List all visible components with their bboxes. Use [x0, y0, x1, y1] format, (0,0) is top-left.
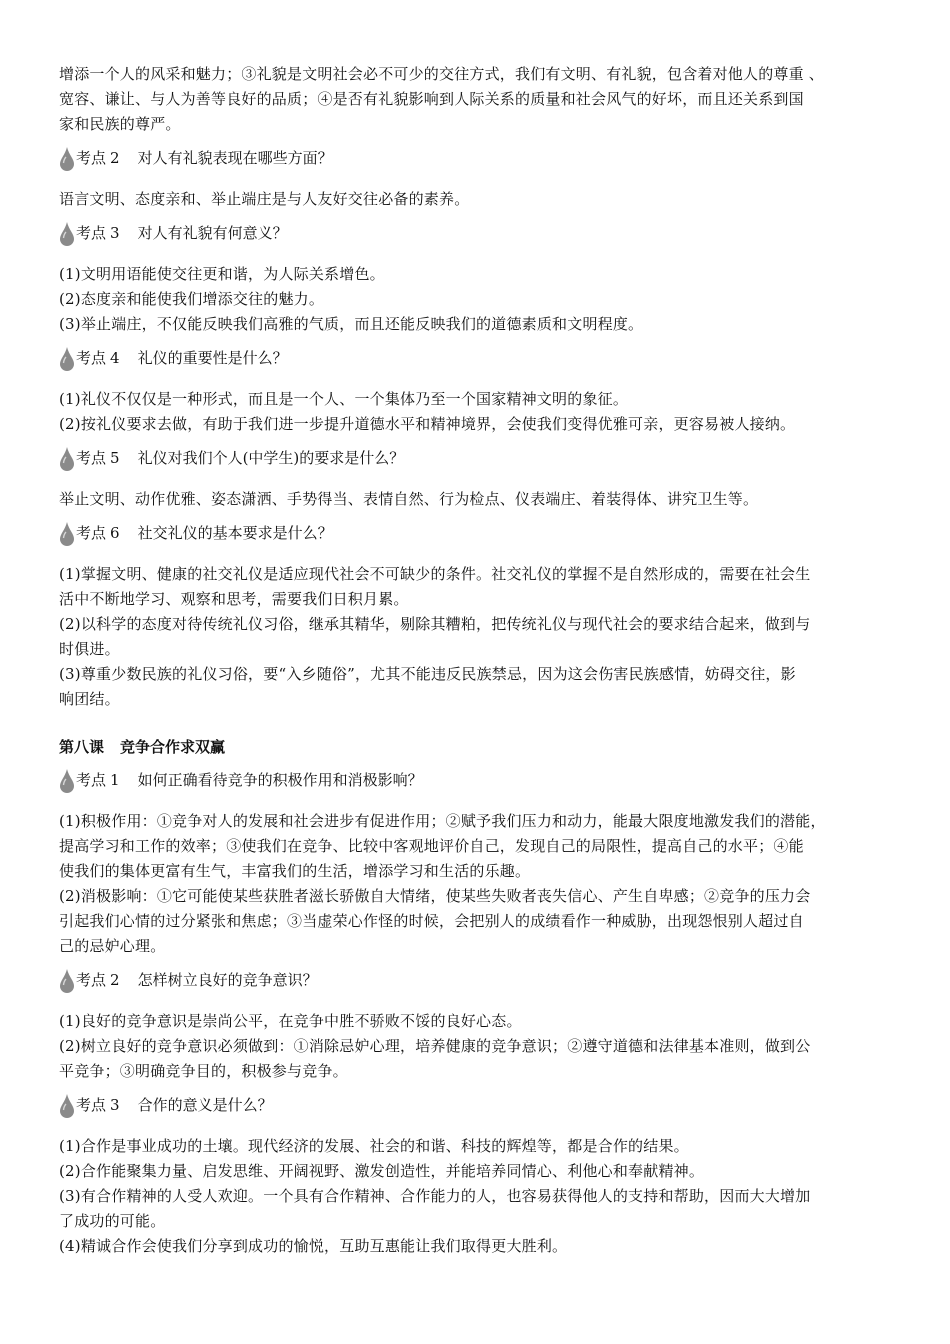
answer-line: (1)文明用语能使交往更和谐，为人际关系增色。 [59, 265, 385, 283]
exam-point-number: 2 [110, 971, 120, 989]
answer-line: 时俱进。 [59, 640, 120, 658]
exam-point-number: 2 [110, 149, 120, 167]
answer-list [59, 809, 909, 959]
exam-point-question: 礼仪对我们个人(中学生)的要求是什么？ [137, 449, 405, 467]
text-line: 宽容、谦让、与人为善等良好的品质；④是否有礼貌影响到人际关系的质量和社会风气的好坏，而且还关系到国 [59, 90, 804, 108]
answer-line: 使我们的集体更富有生气，丰富我们的生活，增添学习和生活的乐趣。 [59, 862, 531, 880]
answer-list [59, 1009, 909, 1084]
answer-line: (1)良好的竞争意识是崇尚公平，在竞争中胜不骄败不馁的良好心态。 [59, 1012, 522, 1030]
intro-paragraph [59, 62, 909, 137]
water-drop-icon [59, 346, 75, 372]
exam-point-number: 6 [110, 524, 120, 542]
answer-line: (2)消极影响：①它可能使某些获胜者滋长骄傲自大情绪，使某些失败者丧失信心、产生自卑感；②竞争的压力会 [59, 887, 811, 905]
exam-point-label: 考点 [76, 149, 107, 167]
exam-point-question: 如何正确看待竞争的积极作用和消极影响？ [137, 771, 423, 789]
answer-line: 了成功的可能。 [59, 1212, 166, 1230]
exam-point-label: 考点 [76, 224, 107, 242]
exam-point-question: 合作的意义是什么？ [137, 1096, 273, 1114]
exam-point-number: 4 [110, 349, 120, 367]
answer-line: (2)合作能聚集力量、启发思维、开阔视野、激发创造性，并能培养同情心、利他心和奉献精神。 [59, 1162, 705, 1180]
exam-point-label: 考点 [76, 349, 107, 367]
answer-line: 举止文明、动作优雅、姿态潇洒、手势得当、表情自然、行为检点、仪表端庄、着装得体、讲究卫生等。 [59, 490, 759, 508]
exam-point-label: 考点 [76, 1096, 107, 1114]
exam-point-label: 考点 [76, 449, 107, 467]
exam-point-label: 考点 [76, 771, 107, 789]
answer-line: (1)合作是事业成功的土壤。现代经济的发展、社会的和谐、科技的辉煌等，都是合作的结果。 [59, 1137, 689, 1155]
text-line: 增添一个人的风采和魅力；③礼貌是文明社会必不可少的交往方式，我们有文明、有礼貌，包含着对他人的尊重 、 [59, 65, 824, 83]
answer-line: (4)精诚合作会使我们分享到成功的愉悦，互助互惠能让我们取得更大胜利。 [59, 1237, 568, 1255]
answer-line: (3)有合作精神的人受人欢迎。一个具有合作精神、合作能力的人，也容易获得他人的支持和帮助，因而大大增加 [59, 1187, 811, 1205]
exam-point-label: 考点 [76, 971, 107, 989]
exam-point-number: 1 [110, 771, 120, 789]
answer-list [59, 387, 909, 437]
answer-line: 提高学习和工作的效率；③使我们在竞争、比较中客观地评价自己，发现自己的局限性，提高自己的水平；④能 [59, 837, 804, 855]
answer-list [59, 262, 909, 337]
answer-line: (1)礼仪不仅仅是一种形式，而且是一个人、一个集体乃至一个国家精神文明的象征。 [59, 390, 629, 408]
exam-point-question: 对人有礼貌表现在哪些方面？ [137, 149, 333, 167]
exam-point-label: 考点 [76, 524, 107, 542]
lesson-name: 竞争合作求双赢 [120, 738, 226, 756]
answer-line: (1)掌握文明、健康的社交礼仪是适应现代社会不可缺少的条件。社交礼仪的掌握不是自然形成的，需要在社会生 [59, 565, 811, 583]
answer-line: 己的忌妒心理。 [59, 937, 166, 955]
water-drop-icon [59, 221, 75, 247]
exam-point-number: 3 [110, 1096, 120, 1114]
answer-line: (3)举止端庄，不仅能反映我们高雅的气质，而且还能反映我们的道德素质和文明程度。 [59, 315, 644, 333]
answer-line: 响团结。 [59, 690, 120, 708]
answer-line: (2)按礼仪要求去做，有助于我们进一步提升道德水平和精神境界，会使我们变得优雅可亲，更容易被人接纳。 [59, 415, 796, 433]
answer-list [59, 1134, 909, 1259]
answer-line: (2)树立良好的竞争意识必须做到：①消除忌妒心理，培养健康的竞争意识；②遵守道德和法律基本准则，做到公 [59, 1037, 811, 1055]
exam-point-question: 社交礼仪的基本要求是什么？ [137, 524, 333, 542]
answer-line: (1)积极作用：①竞争对人的发展和社会进步有促进作用；②赋予我们压力和动力，能最大限度地激发我们的潜能， [59, 812, 826, 830]
exam-point-question: 对人有礼貌有何意义？ [137, 224, 288, 242]
text-line: 家和民族的尊严。 [59, 115, 181, 133]
answer-list [59, 562, 909, 712]
water-drop-icon [59, 768, 75, 794]
water-drop-icon [59, 146, 75, 172]
water-drop-icon [59, 968, 75, 994]
exam-point-question: 怎样树立良好的竞争意识？ [137, 971, 318, 989]
answer-line: (3)尊重少数民族的礼仪习俗，要“入乡随俗”，尤其不能违反民族禁忌，因为这会伤害民族感情，妨碍交往，影 [59, 665, 796, 683]
water-drop-icon [59, 446, 75, 472]
lesson-title [59, 735, 225, 760]
answer-line: 平竞争；③明确竞争目的，积极参与竞争。 [59, 1062, 348, 1080]
lesson-number: 第八课 [59, 738, 105, 756]
exam-point-number: 3 [110, 224, 120, 242]
answer-line: 语言文明、态度亲和、举止端庄是与人友好交往必备的素养。 [59, 190, 470, 208]
answer-line: (2)以科学的态度对待传统礼仪习俗，继承其精华，剔除其糟粕，把传统礼仪与现代社会的要求结合起来，做到与 [59, 615, 811, 633]
exam-point-question: 礼仪的重要性是什么？ [137, 349, 288, 367]
water-drop-icon [59, 521, 75, 547]
exam-point-number: 5 [110, 449, 120, 467]
answer-line: 引起我们心情的过分紧张和焦虑；③当虚荣心作怪的时候，会把别人的成绩看作一种威胁，出现怨恨别人超过自 [59, 912, 804, 930]
answer-line: (2)态度亲和能使我们增添交往的魅力。 [59, 290, 325, 308]
answer-line: 活中不断地学习、观察和思考，需要我们日积月累。 [59, 590, 409, 608]
water-drop-icon [59, 1093, 75, 1119]
